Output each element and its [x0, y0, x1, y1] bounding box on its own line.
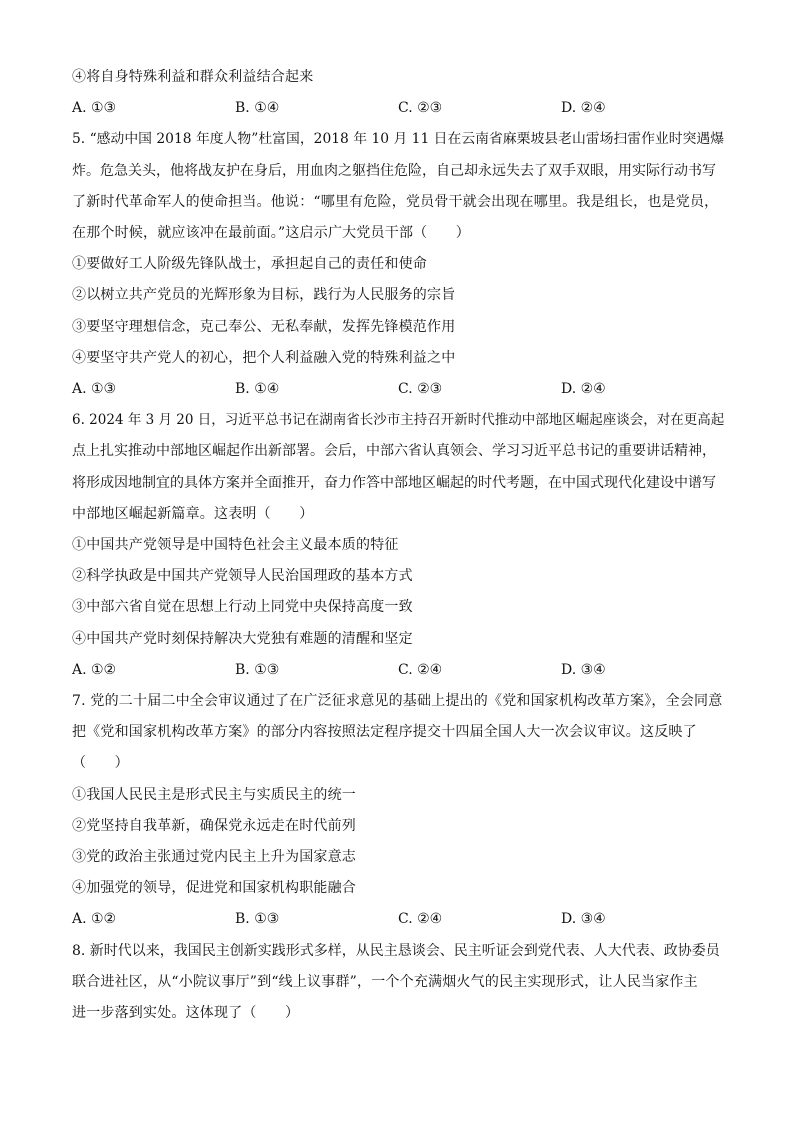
option-d[interactable]: D. ③④ [561, 661, 606, 678]
exam-page [72, 62, 724, 1029]
question-stem-line: 在那个时候，就应该冲在最前面。”这启示广大党员干部（ ） [72, 225, 470, 241]
statement-line: ②党坚持自我革新，确保党永远走在时代前列 [72, 817, 356, 834]
option-b[interactable]: B. ①④ [235, 381, 280, 398]
statement-line: ④将自身特殊利益和群众利益结合起来 [72, 69, 314, 85]
question-8 [72, 936, 724, 1030]
statement-line: ②以树立共产党员的光辉形象为目标，践行为人民服务的宗旨 [72, 287, 456, 304]
question-stem-line: 6. 2024 年 3 月 20 日，习近平总书记在湖南省长沙市主持召开新时代推动中部地区崛起座谈会，对在更高起 [72, 412, 725, 429]
option-b[interactable]: B. ①③ [235, 661, 280, 678]
statement-line: ③要坚守理想信念，克己奉公、无私奉献，发挥先锋模范作用 [72, 318, 456, 335]
statement-line: ③党的政治主张通过党内民主上升为国家意志 [72, 849, 356, 866]
question-stem-line: 8. 新时代以来，我国民主创新实践形式多样，从民主恳谈会、民主听证会到党代表、人大代表、政协委员 [72, 942, 720, 959]
answer-options [72, 904, 724, 935]
option-c[interactable]: C. ②③ [398, 100, 443, 117]
statement-line: ②科学执政是中国共产党领导人民治国理政的基本方式 [72, 568, 413, 585]
question-4-tail [72, 62, 724, 124]
question-stem-line: （ ） [72, 755, 129, 772]
statement-line: ④要坚守共产党人的初心，把个人利益融入党的特殊利益之中 [72, 349, 456, 366]
question-stem-line: 7. 党的二十届二中全会审议通过了在广泛征求意见的基础上提出的《党和国家机构改革方案》，全会同意 [72, 693, 723, 710]
statement-line: ④加强党的领导，促进党和国家机构职能融合 [72, 880, 356, 897]
question-7 [72, 686, 724, 936]
option-d[interactable]: D. ②④ [561, 100, 606, 117]
option-a[interactable]: A. ①② [72, 661, 117, 678]
option-c[interactable]: C. ②④ [398, 661, 443, 678]
question-stem-line: 把《党和国家机构改革方案》的部分内容按照法定程序提交十四届全国人大一次会议审议。这反映了 [72, 724, 697, 741]
answer-options [72, 93, 724, 124]
question-6 [72, 405, 724, 686]
option-d[interactable]: D. ②④ [561, 381, 606, 398]
option-c[interactable]: C. ②④ [398, 911, 443, 928]
option-a[interactable]: A. ①③ [72, 381, 117, 398]
statement-line: ④中国共产党时刻保持解决大党独有难题的清醒和坚定 [72, 630, 413, 647]
option-b[interactable]: B. ①③ [235, 911, 280, 928]
question-stem-line: 中部地区崛起新篇章。这表明（ ） [72, 505, 314, 522]
statement-line: ①要做好工人阶级先锋队战士，承担起自己的责任和使命 [72, 256, 427, 273]
question-stem-line: 5. “感动中国 2018 年度人物”杜富国，2018 年 10 月 11 日在云南省麻栗坡县老山雷场扫雷作业时突遇爆 [72, 131, 725, 148]
statement-line: ①中国共产党领导是中国特色社会主义最本质的特征 [72, 537, 399, 554]
question-stem-line: 进一步落到实处。这体现了（ ） [72, 1005, 300, 1022]
option-d[interactable]: D. ③④ [561, 911, 606, 928]
question-stem-line: 将形成因地制宜的具体方案并全面推开，奋力作答中部地区崛起的时代考题，在中国式现代化建设中谱写 [72, 474, 716, 491]
option-a[interactable]: A. ①② [72, 911, 117, 928]
statement-line: ③中部六省自觉在思想上行动上同党中央保持高度一致 [72, 599, 413, 616]
option-c[interactable]: C. ②③ [398, 381, 443, 398]
option-b[interactable]: B. ①④ [235, 100, 280, 117]
answer-options [72, 374, 724, 405]
question-stem-line: 炸。危急关头，他将战友护在身后，用血肉之躯挡住危险，自己却永远失去了双手双眼，用实际行动书写 [72, 162, 716, 179]
option-a[interactable]: A. ①③ [72, 100, 117, 117]
answer-options [72, 655, 724, 686]
statement-line: ①我国人民民主是形式民主与实质民主的统一 [72, 786, 356, 803]
question-stem-line: 联合进社区，从“小院议事厅”到“线上议事群”，一个个充满烟火气的民主实现形式，让人民当家作主 [72, 973, 698, 990]
question-stem-line: 了新时代革命军人的使命担当。他说：“哪里有危险，党员骨干就会出现在哪里。我是组长，也是党员， [72, 193, 719, 210]
question-stem-line: 点上扎实推动中部地区崛起作出新部署。会后，中部六省认真领会、学习习近平总书记的重要讲话精神， [72, 443, 716, 460]
question-5 [72, 124, 724, 405]
